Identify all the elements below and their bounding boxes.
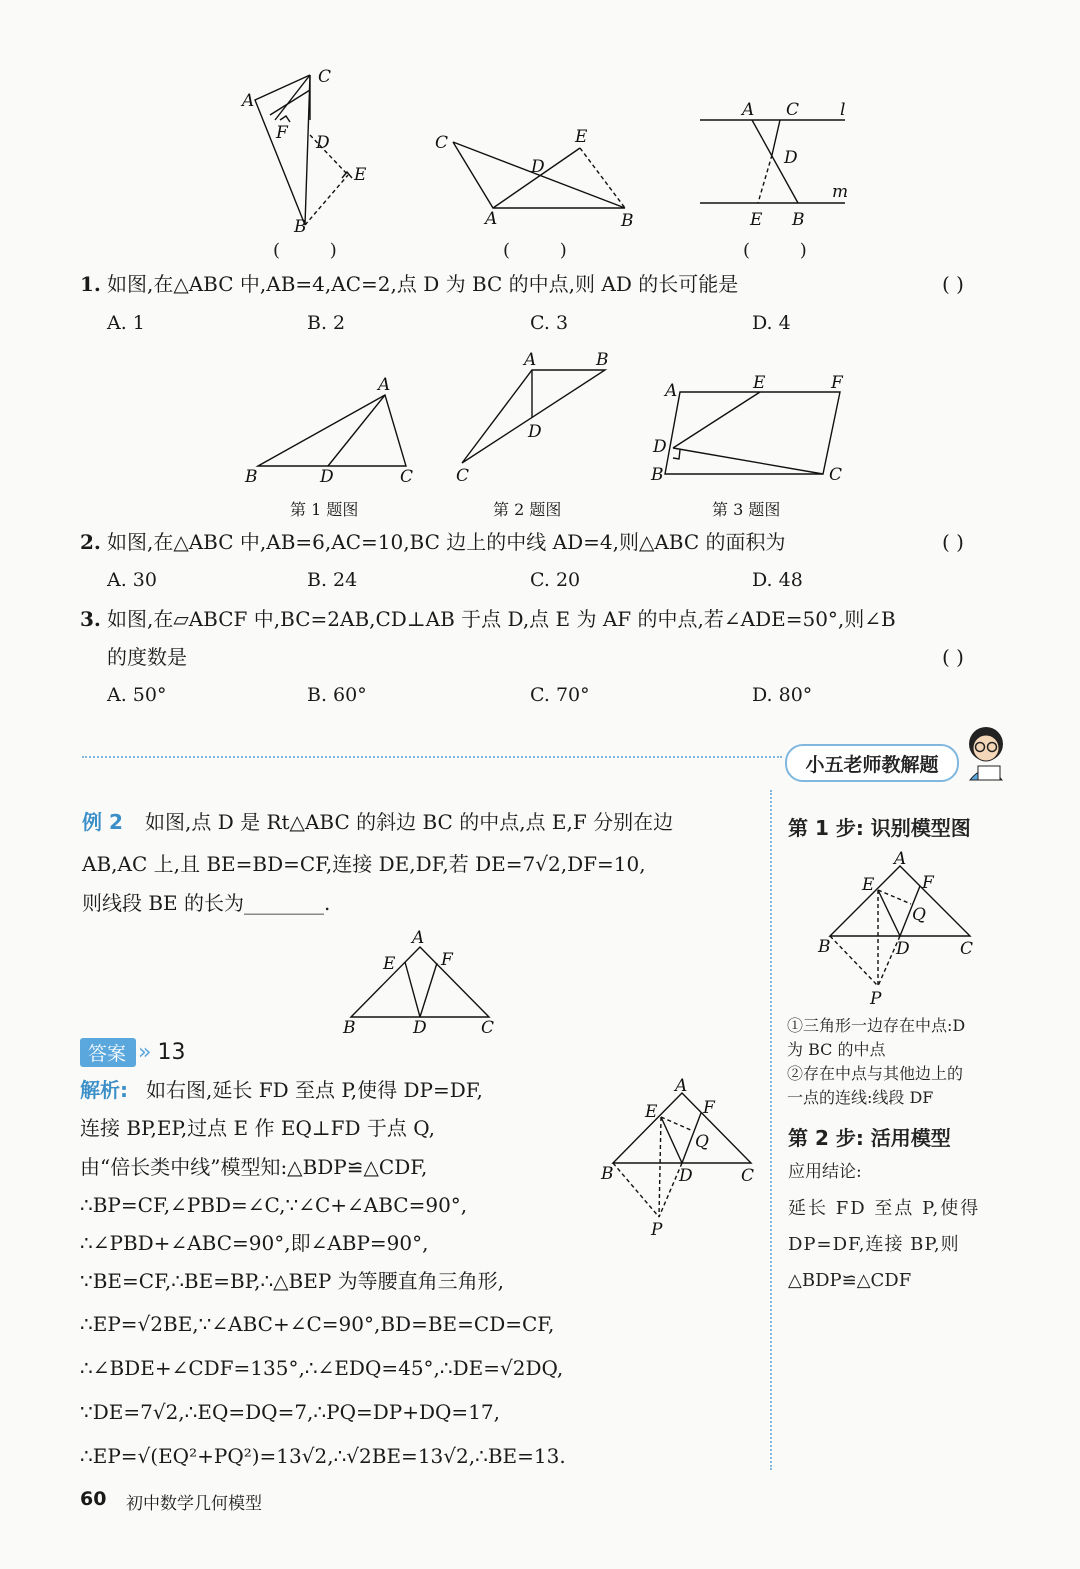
sidebar-step2-title: 第 2 步: 活用模型 [788,1126,951,1150]
analysis-line-2: 连接 BP,EP,过点 E 作 EQ⊥FD 于点 Q, [80,1116,436,1140]
q1-blank[interactable]: ( ) [942,272,964,296]
svg-text:F: F [831,373,843,393]
fig3-answer-paren[interactable]: ( ) [743,240,829,261]
fig2-answer-paren[interactable]: ( ) [503,240,589,261]
svg-text:C: C [400,467,414,487]
sidebar-apply-line3: △BDP≌△CDF [788,1270,912,1291]
svg-text:C: C [318,67,332,87]
sidebar-step1-title: 第 1 步: 识别模型图 [788,816,971,840]
svg-text:D: D [320,467,334,487]
example-label: 例 2 [82,810,123,834]
svg-text:A: A [524,350,537,370]
sidebar-note1-line2: 为 BC 的中点 [787,1040,886,1059]
page-number: 60 [80,1488,107,1510]
q2-option-b[interactable]: B. 24 [307,569,358,591]
q3-blank[interactable]: ( ) [942,645,964,669]
svg-text:B: B [343,1018,356,1038]
q3-option-c[interactable]: C. 70° [530,684,590,706]
q2-text: 如图,在△ABC 中,AB=6,AC=10,BC 边上的中线 AD=4,则△ABC 的面积为 [107,530,786,554]
svg-text:E: E [575,127,588,147]
svg-text:A: A [242,91,255,111]
analysis-figure [595,1075,765,1240]
svg-text:D: D [896,939,910,959]
q2-blank[interactable]: ( ) [942,530,964,554]
figure-q3 [645,370,855,490]
svg-text:D: D [316,133,330,153]
svg-text:C: C [829,465,843,485]
example-line3: 则线段 BE 的长为________. [82,891,331,915]
sidebar-apply-line2: DP=DF,连接 BP,则 [788,1234,960,1255]
svg-text:B: B [792,210,805,230]
svg-text:D: D [531,157,545,177]
svg-text:C: C [741,1166,755,1186]
svg-text:C: C [435,133,449,153]
svg-text:B: B [621,211,634,230]
sidebar-note2-line2: 一点的连线:线段 DF [787,1088,934,1107]
figure-q3-caption: 第 3 题图 [712,500,781,519]
analysis-label: 解析: [80,1078,128,1102]
svg-text:D: D [679,1166,693,1186]
analysis-line-4: ∴BP=CF,∠PBD=∠C,∵∠C+∠ABC=90°, [80,1193,468,1217]
svg-text:P: P [651,1220,663,1240]
example-line2: AB,AC 上,且 BE=BD=CF,连接 DE,DF,若 DE=7√2,DF=10, [82,852,646,876]
svg-text:B: B [294,217,307,237]
analysis-line-8: ∴∠BDE+∠CDF=135°,∴∠EDQ=45°,∴DE=√2DQ, [80,1356,564,1380]
svg-text:P: P [870,989,882,1008]
q1-option-a[interactable]: A. 1 [107,312,145,334]
sidebar-apply-line1: 延长 FD 至点 P,使得 [788,1198,981,1219]
svg-text:E: E [753,373,766,393]
svg-text:B: B [601,1164,614,1184]
analysis-line-3: 由“倍长类中线”模型知:△BDP≌△CDF, [80,1155,428,1179]
figure-q1-caption: 第 1 题图 [290,500,359,519]
analysis-line-9: ∵DE=7√2,∴EQ=DQ=7,∴PQ=DP+DQ=17, [80,1400,500,1424]
svg-text:l: l [840,100,846,120]
svg-text:E: E [862,875,875,895]
svg-text:F: F [441,950,453,970]
answer-badge: 答案 [80,1038,136,1067]
figure-q1 [240,370,420,490]
top-figure-3 [690,95,860,235]
answer-value: 13 [157,1040,186,1065]
example-figure [335,925,505,1040]
q3-option-b[interactable]: B. 60° [307,684,367,706]
q2-option-c[interactable]: C. 20 [530,569,581,591]
sidebar-figure [810,848,990,1008]
svg-text:B: B [818,937,831,957]
analysis-line-7: ∴EP=√2BE,∵∠ABC+∠C=90°,BD=BE=CD=CF, [80,1312,555,1336]
sidebar-note2-line1: ②存在中点与其他边上的 [787,1064,964,1083]
svg-text:F: F [276,123,288,143]
svg-text:Q: Q [695,1132,709,1152]
analysis-line-1: 如右图,延长 FD 至点 P,使得 DP=DF, [146,1078,483,1102]
svg-text:A: A [412,928,425,948]
svg-text:D: D [784,148,798,168]
svg-text:C: C [786,100,800,120]
sidebar-separator [770,790,772,1470]
answer-row [80,1038,185,1067]
figure-q2 [450,345,620,490]
svg-text:E: E [645,1102,658,1122]
example-line1: 如图,点 D 是 Rt△ABC 的斜边 BC 的中点,点 E,F 分别在边 [145,810,674,834]
svg-text:m: m [832,182,849,202]
teacher-avatar-icon [958,722,1014,782]
sidebar-apply-label: 应用结论: [788,1162,862,1182]
q1-option-d[interactable]: D. 4 [752,312,791,334]
figure-q2-caption: 第 2 题图 [493,500,562,519]
svg-text:C: C [456,466,470,486]
q1-option-b[interactable]: B. 2 [307,312,346,334]
svg-text:D: D [653,437,667,457]
q2-number: 2. [80,530,101,554]
q2-option-d[interactable]: D. 48 [752,569,803,591]
svg-text:F: F [703,1098,715,1118]
svg-text:E: E [383,954,396,974]
svg-text:C: C [481,1018,495,1038]
teacher-banner-label: 小五老师教解题 [805,753,939,776]
q1-number: 1. [80,272,101,296]
svg-text:B: B [596,350,609,370]
top-figure-1 [230,60,380,240]
svg-text:A: A [742,100,755,120]
svg-text:E: E [354,165,367,185]
teacher-banner [785,744,959,782]
q3-text-line1: 如图,在▱ABCF 中,BC=2AB,CD⊥AB 于点 D,点 E 为 AF 的中点,若∠ADE=50°,则∠B [107,607,896,631]
svg-text:C: C [960,939,974,959]
svg-text:A: A [894,849,907,869]
q1-option-c[interactable]: C. 3 [530,312,569,334]
q2-option-a[interactable]: A. 30 [107,569,157,591]
sidebar-note1-line1: ①三角形一边存在中点:D [787,1016,966,1035]
q3-option-d[interactable]: D. 80° [752,684,813,706]
analysis-line-10: ∴EP=√(EQ²+PQ²)=13√2,∴√2BE=13√2,∴BE=13. [80,1444,566,1468]
fig1-answer-paren[interactable]: ( ) [273,240,359,261]
q3-option-a[interactable]: A. 50° [107,684,167,706]
svg-text:A: A [378,375,391,395]
svg-text:B: B [245,467,258,487]
q3-text-line2: 的度数是 [107,645,187,669]
section-divider [82,756,782,758]
analysis-line-5: ∴∠PBD+∠ABC=90°,即∠ABP=90°, [80,1231,429,1255]
answer-chevron-icon: » [138,1040,152,1065]
book-title: 初中数学几何模型 [126,1494,262,1514]
analysis-line-6: ∵BE=CF,∴BE=BP,∴△BEP 为等腰直角三角形, [80,1269,505,1293]
q1-text: 如图,在△ABC 中,AB=4,AC=2,点 D 为 BC 的中点,则 AD 的长可能是 [107,272,739,296]
svg-text:Q: Q [912,905,926,925]
svg-text:F: F [922,873,934,893]
top-figure-2 [425,120,645,230]
svg-text:E: E [750,210,763,230]
svg-text:A: A [675,1076,688,1096]
svg-text:D: D [413,1018,427,1038]
svg-text:D: D [528,422,542,442]
svg-text:A: A [485,209,498,229]
q3-number: 3. [80,607,101,631]
svg-text:A: A [665,381,678,401]
svg-text:B: B [651,465,664,485]
